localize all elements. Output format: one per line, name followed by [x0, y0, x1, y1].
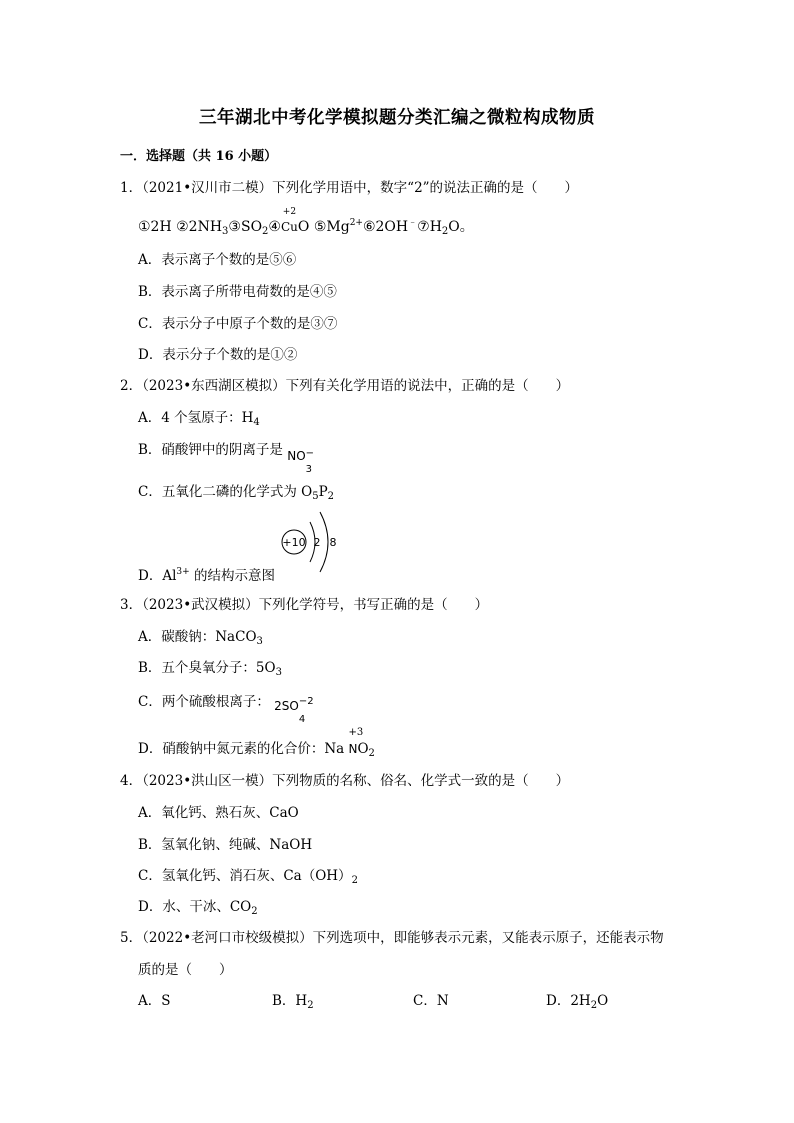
formula-part: O: [357, 741, 369, 757]
formula-part: P: [318, 484, 328, 500]
subscript: 2: [251, 906, 258, 917]
option-a[interactable]: [138, 406, 260, 426]
question-1-expression: [138, 207, 474, 237]
option-c[interactable]: [138, 690, 314, 725]
ion-formula: 2SO: [274, 699, 299, 713]
question-1-stem: [120, 176, 578, 196]
expr-part: ⑦H: [417, 219, 442, 235]
expr-part: ①2H ②2NH: [138, 219, 223, 235]
shell-electrons-1: 2: [313, 536, 321, 549]
expr-part: ③SO: [228, 219, 263, 235]
question-2-stem: [120, 374, 569, 394]
option-b[interactable]: B．氢氧化钠、纯碱、NaOH: [138, 837, 313, 853]
expr-part: O。: [448, 219, 474, 235]
superscript: 2+: [349, 218, 363, 228]
expr-part: ④: [268, 219, 281, 235]
option-c[interactable]: C．N: [413, 993, 449, 1009]
expr-part: O ⑤Mg: [297, 219, 350, 235]
valence-cu: [280, 207, 298, 235]
valence-mark: +2: [282, 207, 297, 217]
option-d[interactable]: [546, 989, 608, 1009]
option-d[interactable]: [138, 727, 375, 759]
option-text: 的结构示意图: [189, 568, 275, 584]
question-text: （2023•东西湖区模拟）下列有关化学用语的说法中，正确的是（ ）: [142, 378, 570, 394]
question-number: 5．: [120, 930, 143, 946]
option-c[interactable]: [138, 864, 358, 884]
option-b[interactable]: [138, 438, 315, 475]
option-d[interactable]: [138, 564, 275, 584]
subscript: 2: [262, 226, 269, 237]
question-number: 4．: [120, 773, 143, 789]
option-b[interactable]: [272, 989, 314, 1009]
option-a[interactable]: A．S: [138, 993, 171, 1009]
expr-part: ⑥2OH: [362, 219, 409, 235]
subscript: 3: [275, 667, 282, 678]
option-text: D．水、干冰、CO: [138, 899, 252, 915]
option-a[interactable]: A．表示离子个数的是⑤⑥: [138, 252, 297, 268]
option-d[interactable]: [138, 895, 258, 915]
option-text: D．Al: [138, 568, 177, 584]
superscript: 3+: [176, 567, 190, 577]
option-c[interactable]: C．表示分子中原子个数的是③⑦: [138, 316, 338, 332]
question-number: 2．: [120, 378, 143, 394]
shell-electrons-2: 8: [329, 536, 337, 549]
question-number: 1．: [120, 180, 143, 196]
electron-shell-2: [320, 512, 328, 572]
option-text: C．氢氧化钙、消石灰、Ca（OH）: [138, 868, 352, 884]
subscript: 3: [305, 464, 313, 475]
superscript: ﹣: [408, 218, 418, 228]
option-text: C．两个硫酸根离子：: [138, 694, 270, 710]
valence-n: [348, 727, 364, 757]
question-text: （2022•老河口市校级模拟）下列选项中，即能够表示元素，又能表示原子，还能表示物: [142, 930, 664, 946]
option-c[interactable]: [138, 480, 334, 500]
question-number: 3．: [120, 597, 143, 613]
option-text: O: [597, 993, 609, 1009]
subscript: 2: [368, 748, 375, 759]
option-a[interactable]: A．氧化钙、熟石灰、CaO: [138, 805, 299, 821]
question-text: （2021•汉川市二模）下列化学用语中，数字“2”的说法正确的是（ ）: [142, 180, 579, 196]
subscript: 2: [307, 1000, 314, 1011]
subscript: 2: [590, 1000, 598, 1011]
sulfate-ions: [274, 696, 314, 725]
question-5-stem: [120, 926, 664, 946]
subscript: 5: [312, 491, 319, 502]
page-title: 三年湖北中考化学模拟题分类汇编之微粒构成物质: [199, 108, 595, 128]
question-4-stem: [120, 769, 569, 789]
option-b[interactable]: [138, 656, 282, 676]
atom-structure-diagram: [276, 506, 346, 578]
option-text: B．五个臭氧分子：5O: [138, 660, 276, 676]
option-text: D．硝酸钠中氮元素的化合价：Na: [138, 741, 349, 757]
option-a[interactable]: [138, 625, 263, 645]
option-text: A．碳酸钠：NaCO: [138, 629, 257, 645]
option-text: A．4 个氢原子：H: [138, 410, 254, 426]
question-text: （2023•武汉模拟）下列化学符号，书写正确的是（ ）: [142, 597, 489, 613]
ion-formula: NO: [287, 449, 306, 463]
option-text: B．硝酸钾中的阴离子是: [138, 442, 283, 458]
subscript: 2: [327, 491, 335, 502]
subscript: 2: [351, 875, 358, 886]
option-b[interactable]: B．表示离子所带电荷数的是④⑤: [138, 284, 337, 300]
nucleus-charge: +10: [282, 536, 306, 549]
element-symbol: Cu: [280, 220, 298, 234]
element-symbol: N: [348, 742, 358, 756]
subscript: 4: [253, 417, 260, 428]
option-text: C．五氧化二磷的化学式为 O: [138, 484, 313, 500]
nitrate-ion: [287, 448, 315, 475]
option-d[interactable]: D．表示分子个数的是①②: [138, 347, 298, 363]
valence-mark: +3: [348, 727, 364, 738]
section-heading: 一．选择题（共 16 小题）: [120, 149, 278, 164]
subscript: 4: [298, 714, 306, 725]
question-3-stem: [120, 593, 488, 613]
subscript: 2: [441, 226, 449, 237]
option-text: D．2H: [546, 993, 591, 1009]
option-text: B．H: [272, 993, 308, 1009]
question-text: （2023•洪山区一模）下列物质的名称、俗名、化学式一致的是（ ）: [142, 773, 570, 789]
subscript: 3: [222, 226, 229, 237]
question-5-stem-cont: 质的是（ ）: [138, 962, 233, 978]
ion-charge: −: [305, 448, 315, 459]
subscript: 3: [256, 636, 263, 647]
ion-charge: −2: [298, 696, 314, 707]
